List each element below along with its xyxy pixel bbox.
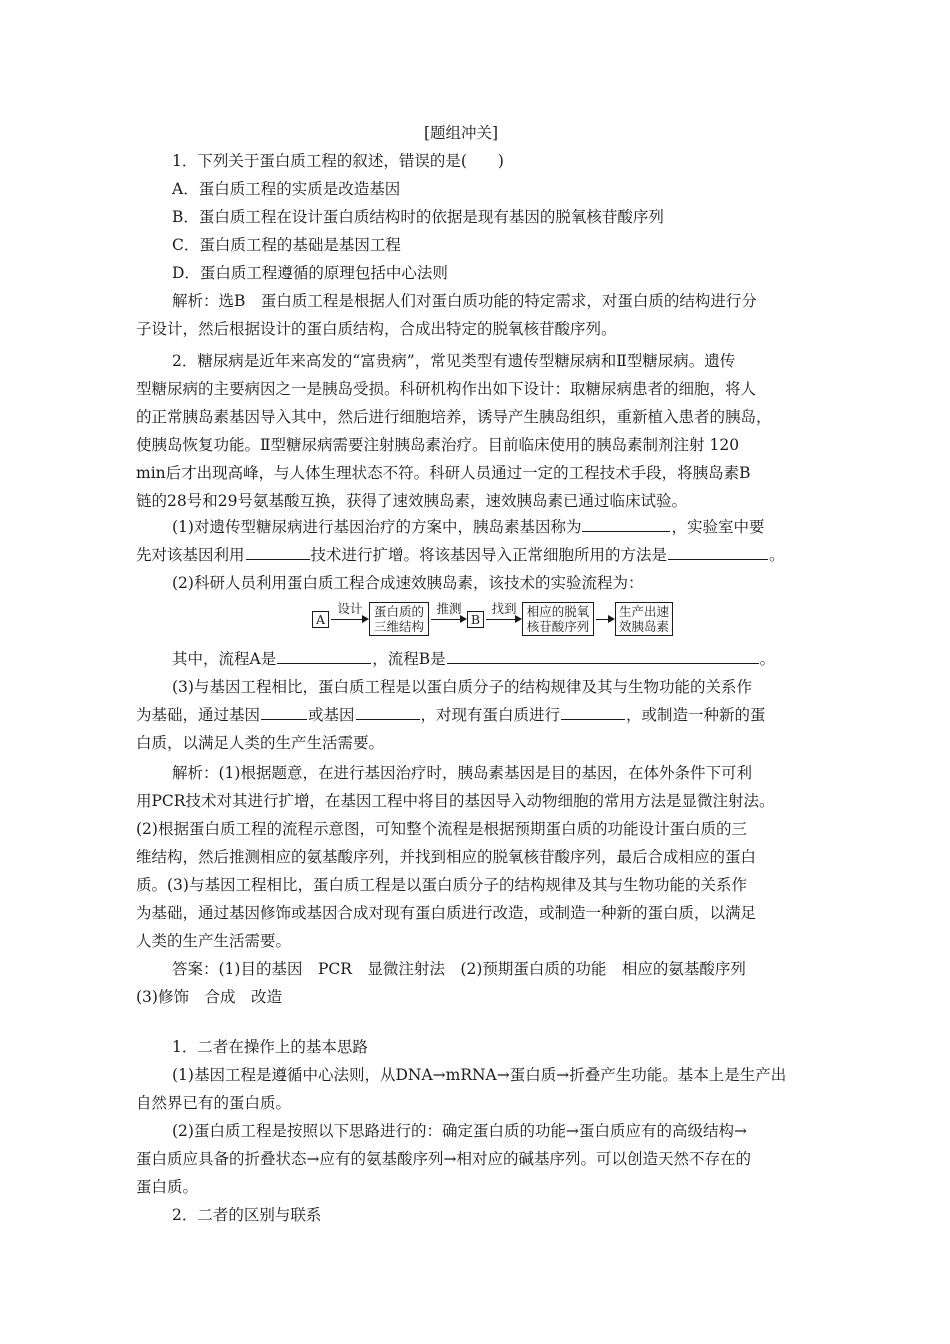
q1-option-c: C．蛋白质工程的基础是基因工程: [172, 236, 401, 254]
answer-blank[interactable]: [668, 545, 768, 560]
q2-part3-line1: (3)与基因工程相比，蛋白质工程是以蛋白质分子的结构规律及其与生物功能的关系作: [172, 678, 752, 696]
q2-analysis-line: 用PCR技术对其进行扩增，在基因工程中将目的基因导入动物细胞的常用方法是显微注射法。: [136, 792, 775, 810]
answer-blank[interactable]: [246, 545, 310, 560]
q1-option-d: D．蛋白质工程遵循的原理包括中心法则: [172, 264, 448, 282]
q2-answer-line: 答案：(1)目的基因 PCR 显微注射法 (2)预期蛋白质的功能 相应的氨基酸序列: [172, 960, 746, 978]
answer-blank[interactable]: [582, 517, 670, 532]
q1-option-b: B．蛋白质工程在设计蛋白质结构时的依据是现有基因的脱氧核苷酸序列: [172, 208, 664, 226]
answer-blank[interactable]: [356, 705, 420, 720]
flow-arrow: [431, 619, 465, 620]
q2-analysis-line: 人类的生产生活需要。: [136, 932, 292, 950]
flow-arrow: [596, 619, 613, 620]
q2-stem-line: 链的28号和29号氨基酸互换，获得了速效胰岛素，速效胰岛素已通过临床试验。: [136, 492, 687, 510]
notes-paragraph-line: (2)蛋白质工程是按照以下思路进行的：确定蛋白质的功能→蛋白质应有的高级结构→: [172, 1122, 747, 1140]
flow-box-sequence: 相应的脱氧 核苷酸序列: [522, 602, 594, 636]
notes-heading-2: 2．二者的区别与联系: [172, 1206, 322, 1224]
notes-paragraph-line: (1)基因工程是遵循中心法则，从DNA→mRNA→蛋白质→折叠产生功能。基本上是生产出: [172, 1066, 787, 1084]
q2-analysis-line: 维结构，然后推测相应的氨基酸序列，并找到相应的脱氧核苷酸序列，最后合成相应的蛋白: [136, 848, 757, 866]
answer-blank[interactable]: [261, 705, 307, 720]
q2-stem-line: 的正常胰岛素基因导入其中，然后进行细胞培养，诱导产生胰岛组织，重新植入患者的胰岛，: [136, 408, 772, 426]
flow-arrow: [331, 619, 367, 620]
flow-box-b: B: [467, 611, 484, 628]
q2-stem-line: 2．糖尿病是近年来高发的“富贵病”，常见类型有遗传型糖尿病和Ⅱ型糖尿病。遗传: [172, 352, 736, 370]
q2-part3-line3: 白质，以满足人类的生产生活需要。: [136, 734, 385, 752]
section-title: [题组冲关]: [424, 124, 499, 142]
q2-part1-line2: 先对该基因利用 技术进行扩增。将该基因导入正常细胞所用的方法是 。: [136, 546, 785, 564]
flow-box-insulin: 生产出速 效胰岛素: [615, 602, 673, 636]
q2-part2-answer-line: 其中，流程A是 ，流程B是 。: [172, 650, 776, 668]
flow-box-structure: 蛋白质的 三维结构: [369, 602, 429, 636]
q1-option-a: A．蛋白质工程的实质是改造基因: [172, 180, 401, 198]
q2-analysis-line: (2)根据蛋白质工程的流程示意图，可知整个流程是根据预期蛋白质的功能设计蛋白质的三: [136, 820, 747, 838]
notes-paragraph-line: 蛋白质。: [136, 1178, 199, 1196]
q2-answer-line: (3)修饰 合成 改造: [136, 988, 282, 1006]
notes-paragraph-line: 蛋白质应具备的折叠状态→应有的氨基酸序列→相对应的碱基序列。可以创造天然不存在的: [136, 1150, 751, 1168]
flow-box-a: A: [312, 611, 329, 628]
q2-analysis-line: 质。(3)与基因工程相比，蛋白质工程是以蛋白质分子的结构规律及其与生物功能的关系作: [136, 876, 747, 894]
q2-stem-line: 型糖尿病的主要病因之一是胰岛受损。科研机构作出如下设计：取糖尿病患者的细胞，将人: [136, 380, 757, 398]
q2-part3-line2: 为基础，通过基因 或基因 ，对现有蛋白质进行 ，或制造一种新的蛋: [136, 706, 766, 724]
q2-analysis-line: 为基础，通过基因修饰或基因合成对现有蛋白质进行改造，或制造一种新的蛋白质，以满足: [136, 904, 757, 922]
q2-analysis-line: 解析：(1)根据题意，在进行基因治疗时，胰岛素基因是目的基因，在体外条件下可利: [172, 764, 752, 782]
q1-analysis-line: 子设计，然后根据设计的蛋白质结构，合成出特定的脱氧核苷酸序列。: [136, 320, 617, 338]
q2-part1-line1: (1)对遗传型糖尿病进行基因治疗的方案中，胰岛素基因称为 ，实验室中要: [172, 518, 765, 536]
q1-analysis-line: 解析：选B 蛋白质工程是根据人们对蛋白质功能的特定需求，对蛋白质的结构进行分: [172, 292, 757, 310]
flow-arrow-label: 找到: [491, 601, 517, 616]
notes-paragraph-line: 自然界已有的蛋白质。: [136, 1094, 292, 1112]
flow-arrow-label: 设计: [337, 601, 363, 616]
notes-heading-1: 1．二者在操作上的基本思路: [172, 1038, 368, 1056]
protein-engineering-flowchart: [312, 600, 674, 638]
answer-blank[interactable]: [277, 649, 371, 664]
q1-stem: 1．下列关于蛋白质工程的叙述，错误的是( ): [172, 152, 504, 170]
answer-blank[interactable]: [447, 649, 759, 664]
answer-blank[interactable]: [561, 705, 625, 720]
q2-stem-line: 使胰岛恢复功能。Ⅱ型糖尿病需要注射胰岛素治疗。目前临床使用的胰岛素制剂注射 120: [136, 436, 740, 454]
q2-stem-line: min后才出现高峰，与人体生理状态不符。科研人员通过一定的工程技术手段，将胰岛素B: [136, 464, 751, 482]
flow-arrow-label: 推测: [436, 601, 462, 616]
flow-arrow: [486, 619, 520, 620]
q2-part2-intro: (2)科研人员利用蛋白质工程合成速效胰岛素，该技术的实验流程为：: [172, 574, 644, 592]
